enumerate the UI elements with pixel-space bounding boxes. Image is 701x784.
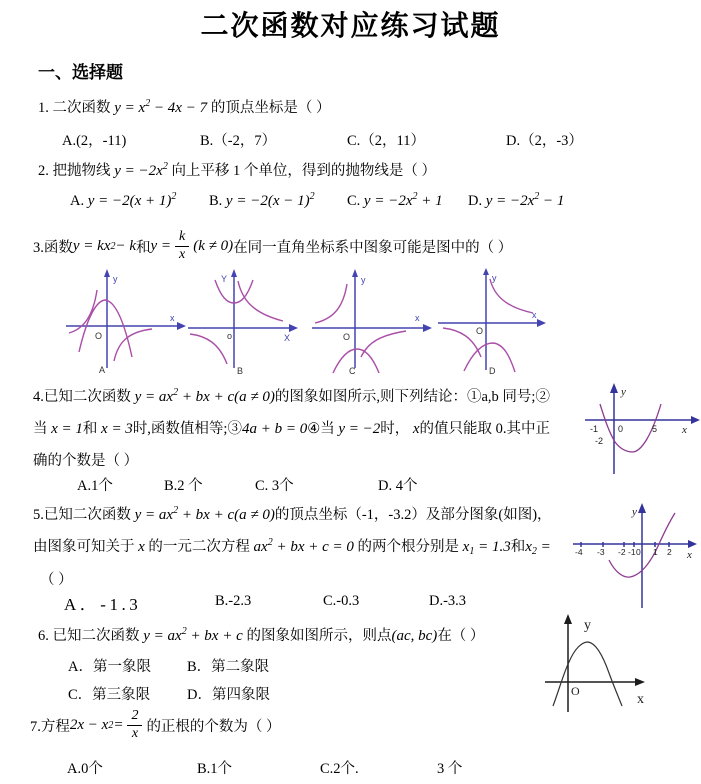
q7-option-d: 3 个	[437, 761, 463, 777]
y-axis-label: y	[492, 273, 497, 283]
y-axis-arrow-icon	[104, 269, 110, 277]
q3-graph-a	[64, 268, 186, 376]
x-axis-label: x	[170, 313, 175, 323]
hyperbola-branch-right	[490, 279, 533, 313]
y-axis-label: y	[621, 386, 626, 398]
x-axis-label: x	[637, 692, 644, 707]
q2-option-d: D. $y = -2x^2 - 1$	[468, 191, 565, 209]
q7-option-b: B.1个	[197, 761, 233, 777]
hyperbola-branch-right	[114, 329, 152, 361]
q2-option-a: A. $y = -2(x + 1)^2$	[70, 191, 177, 209]
graph-letter: C	[349, 366, 356, 376]
x-tick: -3	[597, 547, 605, 557]
q5-option-b: B.-2.3	[215, 593, 252, 609]
x-tick: 0	[636, 547, 641, 557]
origin-label: o	[227, 331, 233, 341]
y-axis-arrow-icon	[564, 614, 572, 624]
question-3-stem: 3.函数 y = kx 2 − k 和 y = $\frac{k}{x}$ (k ≠ 0) 在同一直角坐标系中图象可能是图中的（ ）	[33, 228, 513, 262]
origin-label: O	[95, 331, 103, 341]
x-axis-arrow-icon	[635, 678, 645, 686]
parabola-curve	[79, 300, 132, 357]
q4-graph	[582, 382, 701, 478]
q6-option-a: A．第一象限	[68, 659, 151, 675]
q7-option-a: A.0个	[67, 761, 103, 777]
q1-option-c: C.（2，11）	[347, 133, 426, 149]
question-5-line3: （ ）	[40, 572, 73, 588]
page-title: 二次函数对应练习试题	[200, 10, 501, 41]
question-4-line2: 当 x = 1和 x = 3时,函数值相等;③4a + b = 0④当 y = −2时， x的值只能取 0.其中正	[33, 421, 551, 437]
x-tick: -2	[618, 547, 626, 557]
q1-option-b: B.（-2，7）	[200, 133, 277, 149]
origin-label: O	[571, 684, 580, 698]
graph-letter: A	[99, 365, 106, 375]
q7-option-c: C.2个.	[320, 761, 359, 777]
q6-option-c: C．第三象限	[68, 687, 151, 703]
y-axis-arrow-icon	[352, 269, 358, 277]
x-tick: -1	[628, 547, 636, 557]
y-axis-label: y	[632, 506, 637, 518]
origin-label: O	[476, 326, 484, 336]
origin-label: O	[343, 332, 351, 342]
question-5-line1: 5.已知二次函数 $y = ax^2$ + bx + c(a ≠ 0)的顶点坐标（-1，-3.2）及部分图象(如图)，	[33, 505, 552, 523]
q1-option-d: D.（2，-3）	[506, 133, 583, 149]
q6-option-d: D．第四象限	[187, 687, 270, 703]
x-axis-arrow-icon	[423, 324, 432, 332]
x-axis-label: x	[687, 549, 692, 561]
y-axis-arrow-icon	[231, 269, 237, 277]
parabola-curve	[333, 349, 379, 373]
q3-graph-b	[186, 268, 300, 376]
question-2-stem: 2. 把抛物线 $y = -2x^2$ 向上平移 1 个单位，得到的抛物线是（ ）	[38, 161, 437, 179]
graph-letter: B	[237, 366, 244, 376]
parabola-curve	[553, 642, 622, 706]
y-axis-arrow-icon	[610, 383, 618, 393]
section-heading: 一、选择题	[38, 63, 123, 82]
x-axis-label: x	[415, 313, 420, 323]
x-axis-arrow-icon	[177, 322, 186, 330]
question-1-stem: 1. 二次函数 $y = x^2 - 4x - 7$ 的顶点坐标是（ ）	[38, 98, 331, 116]
q5-graph	[571, 502, 701, 615]
q3-graph-c	[310, 268, 434, 376]
y-axis-label: y	[584, 618, 591, 633]
question-7-stem: 7.方程 2x − x 2 = $\frac{2}{x}$ 的正根的个数为（ ）	[30, 707, 281, 741]
hyperbola-branch-right	[238, 281, 283, 321]
y-axis-label: y	[113, 274, 118, 284]
q5-option-c: C.-0.3	[323, 593, 360, 609]
question-6-stem: 6. 已知二次函数 $y = ax^2$ + bx + c 的图象如图所示，则点(ac, bc)在（ ）	[38, 626, 485, 644]
x-tick: 2	[667, 547, 672, 557]
q4-option-c: C. 3个	[255, 478, 294, 494]
x-axis-arrow-icon	[289, 324, 298, 332]
x-tick-5: 5	[652, 424, 658, 434]
q1-option-a: A.(2，-11)	[62, 133, 127, 149]
hyperbola-branch-left	[190, 334, 227, 364]
q6-option-b: B．第二象限	[187, 659, 270, 675]
y-axis-label: Y	[221, 274, 228, 284]
q4-option-a: A.1个	[77, 478, 113, 494]
x-tick-0: 0	[618, 424, 624, 434]
y-tick-neg2: -2	[595, 436, 604, 446]
q5-option-a: A．-1.3	[64, 595, 142, 614]
x-tick: -4	[575, 547, 583, 557]
x-axis-arrow-icon	[691, 416, 700, 424]
y-axis-label: y	[361, 275, 366, 285]
q4-option-d: D. 4个	[378, 478, 418, 494]
q5-option-d: D.-3.3	[429, 593, 467, 609]
q2-option-b: B. $y = -2(x - 1)^2$	[209, 191, 315, 209]
x-tick: 1	[653, 547, 658, 557]
y-axis-arrow-icon	[638, 503, 646, 513]
x-axis-label: x	[682, 424, 687, 436]
hyperbola-branch-left	[315, 284, 347, 323]
x-axis-label: X	[284, 333, 291, 343]
question-4-line1: 4.已知二次函数 $y = ax^2$ + bx + c(a ≠ 0)的图象如图所示,则下列结论：①a,b 同号;②	[33, 387, 550, 405]
x-axis-arrow-icon	[688, 540, 697, 548]
q6-graph	[540, 612, 650, 718]
question-5-line2: 由图象可知关于 x 的一元二次方程 $ax^2$ + bx + c = 0 的两个根分别是 $x_1 = 1.3$和$x_2$ =	[33, 537, 551, 557]
q4-option-b: B.2 个	[164, 478, 203, 494]
question-4-line3: 确的个数是（ ）	[33, 453, 139, 469]
x-axis-arrow-icon	[537, 319, 546, 327]
graph-letter: D	[489, 366, 496, 376]
q2-option-c: C. $y = -2x^2 + 1$	[347, 191, 443, 209]
y-axis-arrow-icon	[483, 268, 489, 275]
q3-graph-d	[436, 268, 548, 376]
x-tick-neg1: -1	[590, 424, 599, 434]
x-axis-label: x	[532, 310, 537, 320]
